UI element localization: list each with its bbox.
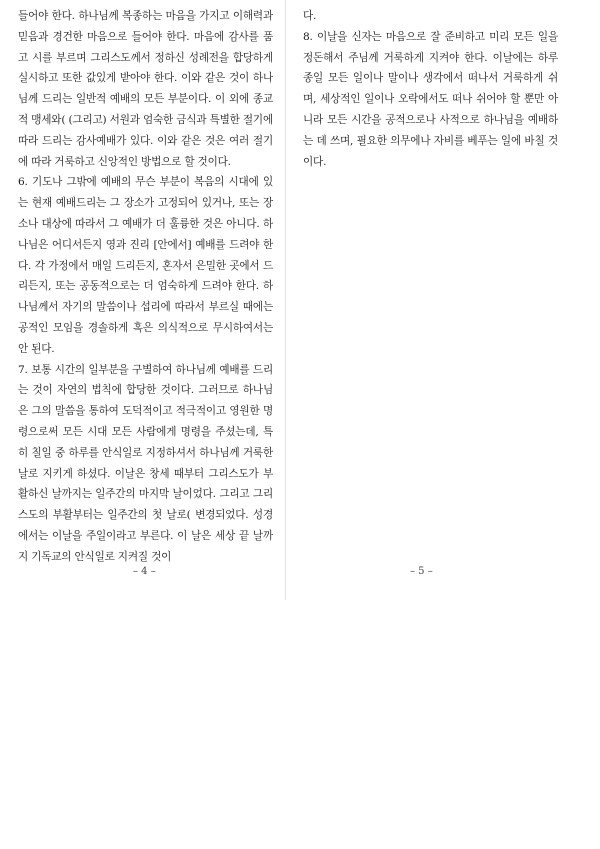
paragraph-7: 7. 보통 시간의 일부분을 구별하여 하나님께 예배를 드리는 것이 자연의 법칙에 합당한 것이다. 그러므로 하나님은 그의 말씀을 통하여 도덕적이고 적극적이고 영원한 명령으로써 모든 시대 모든 사람에게 명령을 주셨는데, 특히 칠일 중 하루를 안식일로 지정하셔서 하나님께 거룩한 날로 지키게 하셨다. 이날은 창세 때부터 그리스도가 부활하신 날까지는 일주간의 마지막 날이었다. 그리고 그리스도의 부활부터는 일주간의 첫 날로( 변경되었다. 성경에서는 이날을 주일이라고 부른다. 이 날은 세상 끝 날까지 기독교의 안식일로 지켜질 것이 xyxy=(18,363,273,563)
right-page xyxy=(303,6,558,172)
paragraph-8: 8. 이날을 신자는 마음으로 잘 준비하고 미리 모든 일을 정돈해서 주님께 거룩하게 지켜야 한다. 이날에는 하루 종일 모든 일이나 말이나 생각에서 떠나서 거룩하게 쉬며, 세상적인 일이나 오락에서도 떠나 쉬어야 할 뿐만 아니라 모든 시간을 공적으로나 사적으로 하나님을 예배하는 데 쓰며, 필요한 의무에나 자비를 베푸는 일에 바칠 것이다. xyxy=(303,30,558,168)
page-number-right: – 5 – xyxy=(410,566,433,577)
left-page xyxy=(18,6,273,568)
page-number-left: – 4 – xyxy=(133,566,156,577)
page-spread-divider xyxy=(285,0,286,600)
paragraph-continuation: 다. xyxy=(303,10,317,22)
paragraph-6: 6. 기도나 그밖에 예배의 무슨 부분이 복음의 시대에 있는 현재 예배드리는 그 장소가 고정되어 있거나, 또는 장소나 대상에 따라서 그 예배가 더 훌륭한 것은 아니다. 하나님은 어디서든지 영과 진리 [안에서] 예배를 드려야 한다. 각 가정에서 매일 드리든지, 혼자서 은밀한 곳에서 드리든지, 또는 공동적으로는 더 엄숙하게 드려야 한다. 하나님께서 자기의 말씀이나 섭리에 따라서 부르실 때에는 공적인 모임을 경솔하게 혹은 의식적으로 무시하여서는 안 된다. xyxy=(18,176,273,355)
paragraph-continuation: 들어야 한다. 하나님께 복종하는 마음을 가지고 이해력과 믿음과 경건한 마음으로 들어야 한다. 마음에 감사를 품고 시를 부르며 그리스도께서 정하신 성례전을 합당하게 실시하고 또한 값있게 받아야 한다. 이와 같은 것이 하나님께 드리는 일반적 예배의 모든 부분이다. 이 외에 종교적 맹세와( (그리고) 서원과 엄숙한 금식과 특별한 절기에 따라 드리는 감사예배가 있다. 이와 같은 것은 여러 절기에 따라 거룩하고 신앙적인 방법으로 할 것이다. xyxy=(18,10,273,168)
